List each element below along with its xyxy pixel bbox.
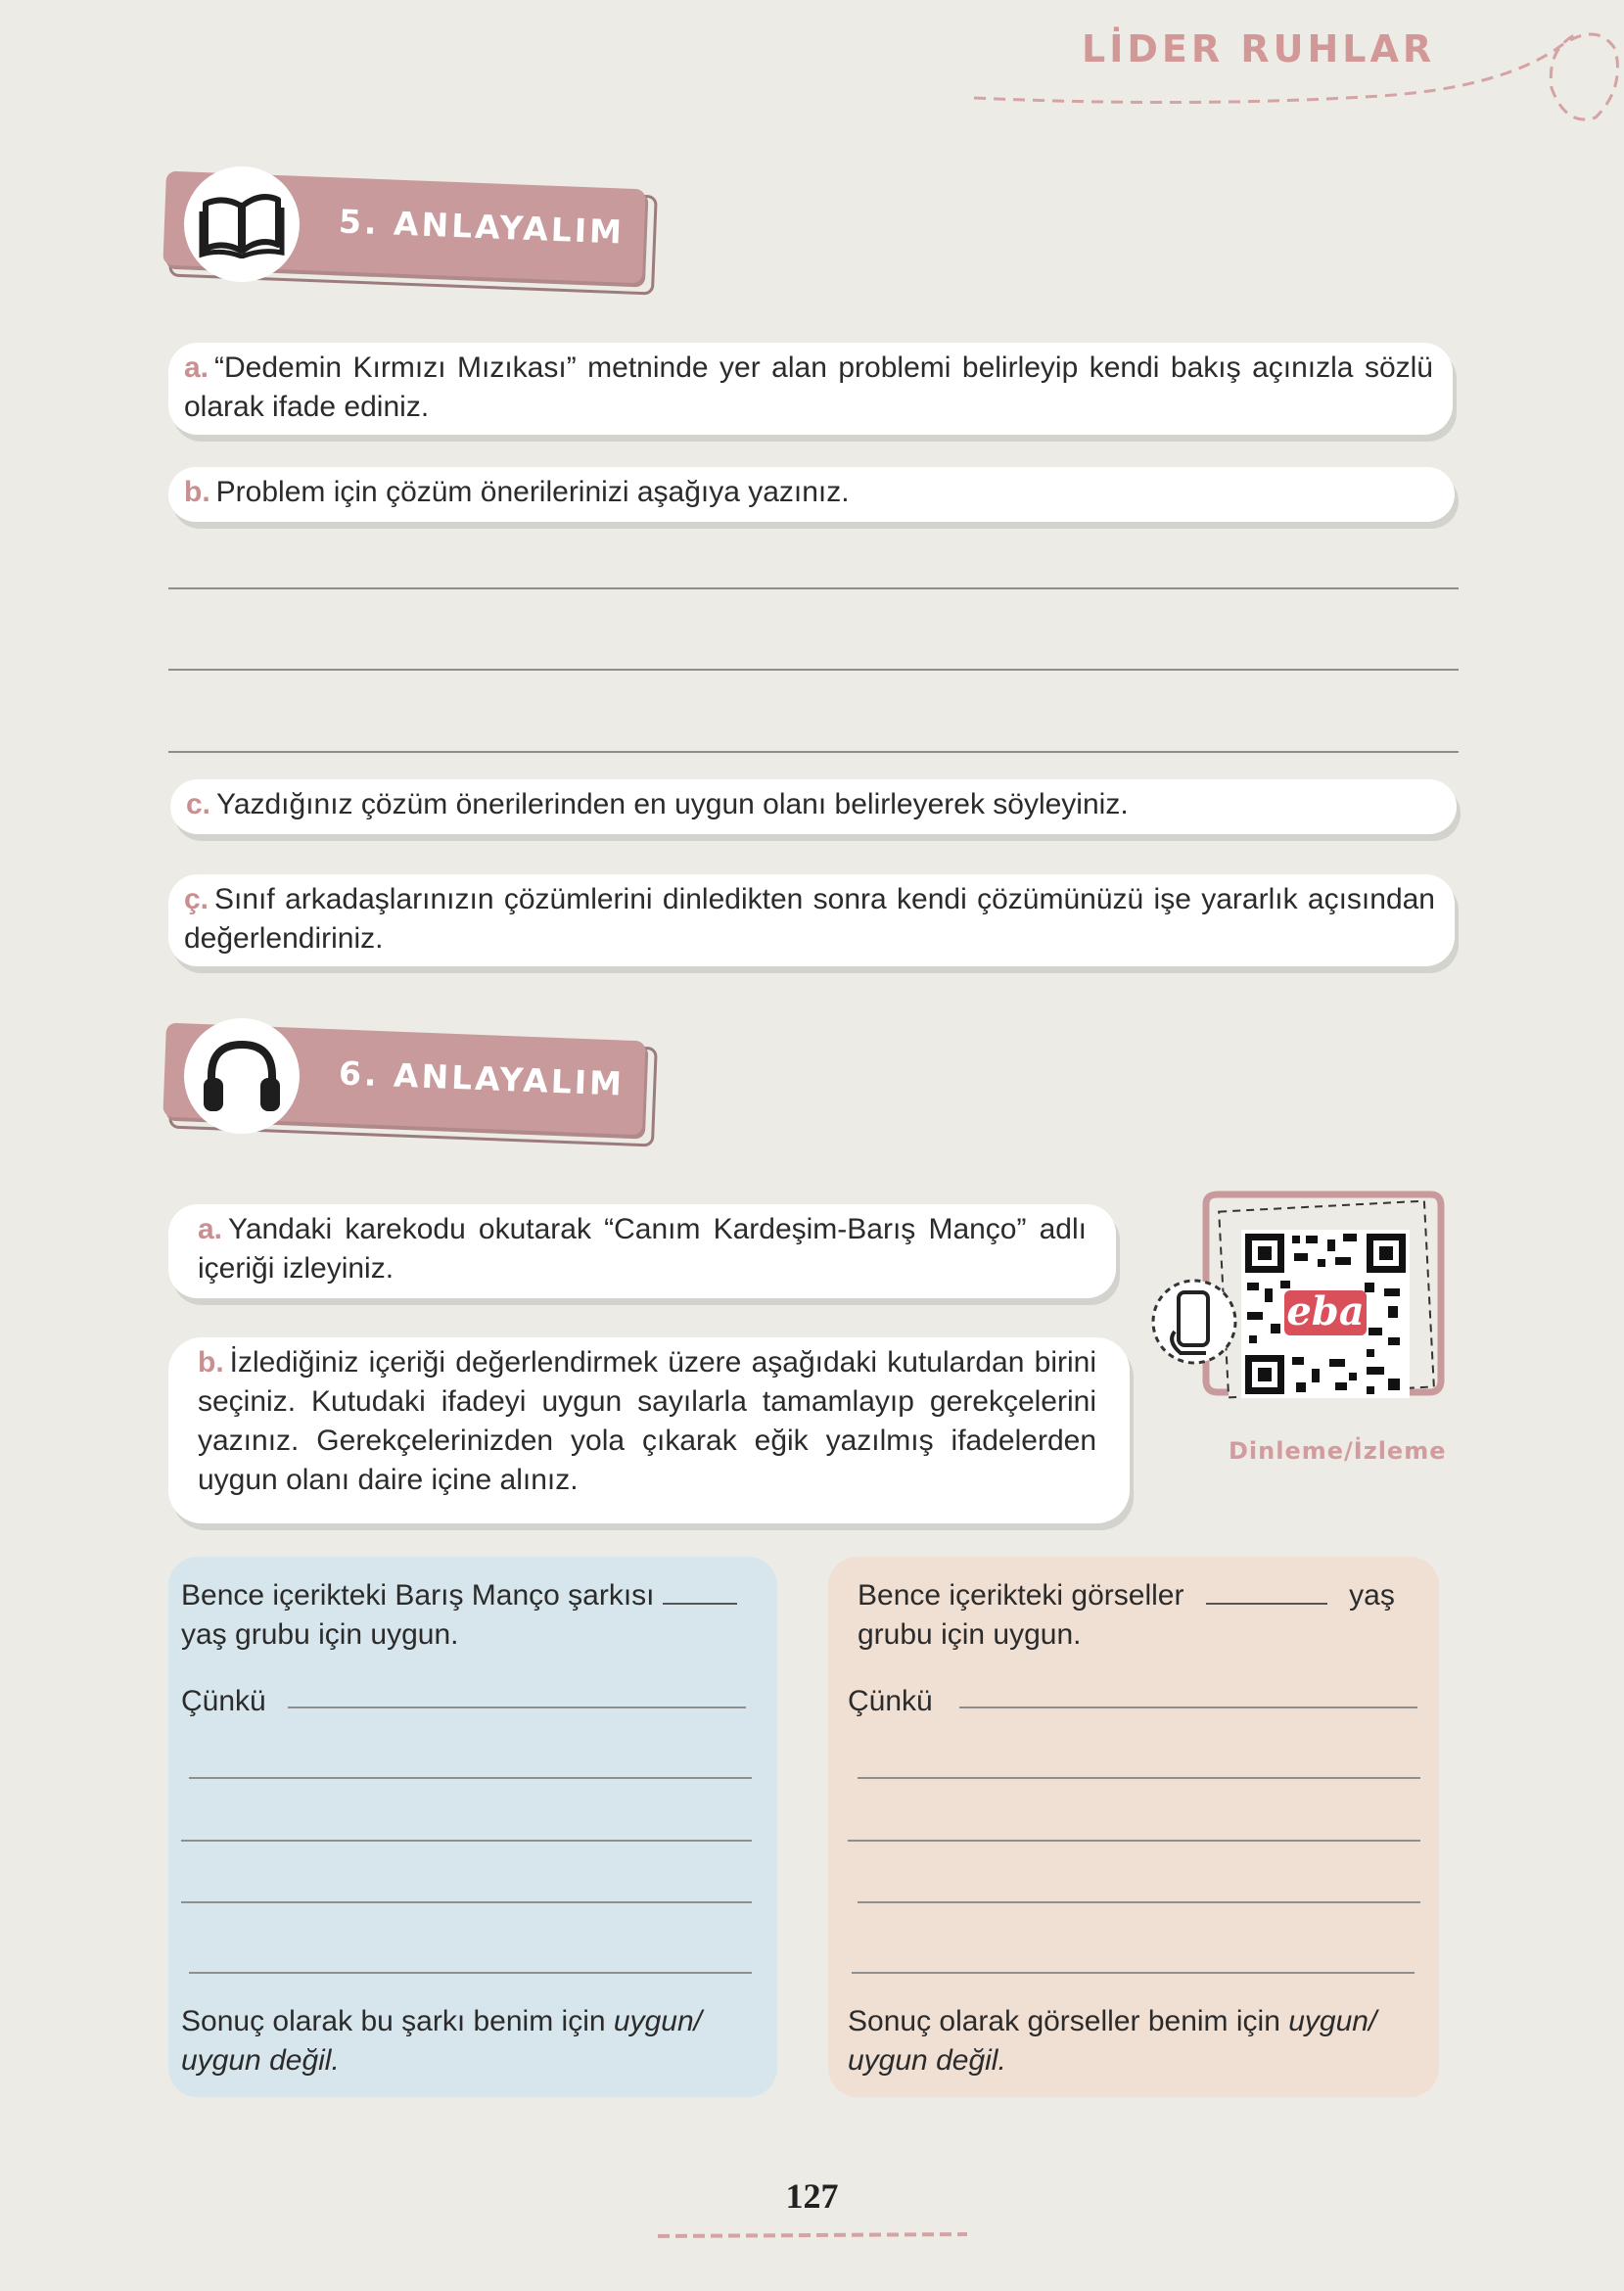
answer-line[interactable] [858,1901,1420,1903]
answer-line[interactable] [168,751,1459,753]
question-letter: a. [198,1213,223,1245]
answer-line[interactable] [858,1777,1420,1779]
question-letter: a. [184,351,209,384]
section-5-title: 5. ANLAYALIM [338,202,626,252]
statement-text: yaş [1349,1579,1395,1612]
result-choice[interactable]: uygun/ uygun değil. [848,2005,1377,2077]
answer-line[interactable] [852,1972,1415,1974]
answer-line[interactable] [288,1707,746,1708]
qr-code[interactable] [1241,1230,1410,1398]
question-5b [168,467,1455,522]
question-text: İzlediğiniz içeriği değerlendirmek üzere aşağıdaki kutulardan birini seçiniz. Kutudaki ifadeyi uygun sayılarla tamamlayıp gerekçelerini yazınız. Gerekçelerinizden yola çıkarak eğik yazılmış ifadelerden uygun olanı daire içine alınız. [198,1346,1096,1496]
answer-line[interactable] [168,669,1459,671]
question-text: “Dedemin Kırmızı Mızıkası” metninde yer alan problemi belirleyip kendi bakış açınızla sözlü olarak ifade ediniz. [184,351,1433,423]
eba-logo: eba [1284,1290,1367,1335]
because-label: Çünkü [181,1685,266,1717]
question-letter: c. [186,788,211,820]
page-number: 127 [785,2176,839,2216]
box-song-statement [181,1576,761,1655]
answer-line[interactable] [189,1972,752,1974]
answer-line[interactable] [181,1840,752,1842]
statement-text: Bence içerikteki Barış Manço şarkısı [181,1579,655,1612]
answer-line[interactable] [168,587,1459,589]
question-text: Yazdığınız çözüm önerilerinden en uygun olanı belirleyerek söyleyiniz. [216,788,1129,820]
box-visuals-result [848,2002,1421,2081]
because-label: Çünkü [848,1685,933,1717]
question-letter: b. [198,1346,224,1379]
answer-line[interactable] [848,1840,1420,1842]
box-song-result [181,2002,761,2081]
answer-line[interactable] [181,1901,752,1903]
question-5c-cedilla [168,874,1455,966]
question-5a [168,343,1453,435]
result-choice[interactable]: uygun/ uygun değil. [181,2005,702,2077]
box-visuals-statement [858,1576,1415,1655]
brand-title: LİDER RUHLAR [1082,27,1436,70]
section-6-title: 6. ANLAYALIM [338,1053,626,1103]
statement-text: Bence içerikteki görseller [858,1579,1184,1612]
question-text: Problem için çözüm önerilerinizi aşağıya yazınız. [215,476,850,508]
question-letter: ç. [184,883,209,915]
qr-caption: Dinleme/İzleme [1229,1437,1447,1465]
section-5-banner [164,166,644,282]
question-text: Yandaki karekodu okutarak “Canım Kardeşim-Barış Manço” adlı içeriği izleyiniz. [198,1213,1087,1285]
question-6b [168,1337,1130,1523]
open-book-icon [184,166,300,282]
result-text: Sonuç olarak görseller benim için [848,2005,1280,2037]
footer-dashed-decoration [656,2228,969,2242]
age-blank[interactable] [1206,1603,1327,1605]
dashed-swirl-decoration [969,10,1624,127]
question-5c [170,779,1457,834]
question-text: Sınıf arkadaşlarınızın çözümlerini dinledikten sonra kendi çözümünüzü işe yararlık açısından değerlendiriniz. [184,883,1435,955]
question-letter: b. [184,476,210,508]
section-6-banner [164,1018,644,1134]
answer-line[interactable] [189,1777,752,1779]
question-6a [168,1204,1116,1298]
statement-text: yaş grubu için uygun. [181,1618,459,1651]
statement-text: grubu için uygun. [858,1618,1082,1651]
answer-line[interactable] [959,1707,1417,1708]
age-blank[interactable] [663,1603,737,1605]
result-text: Sonuç olarak bu şarkı benim için [181,2005,606,2037]
headphones-icon [184,1018,300,1134]
